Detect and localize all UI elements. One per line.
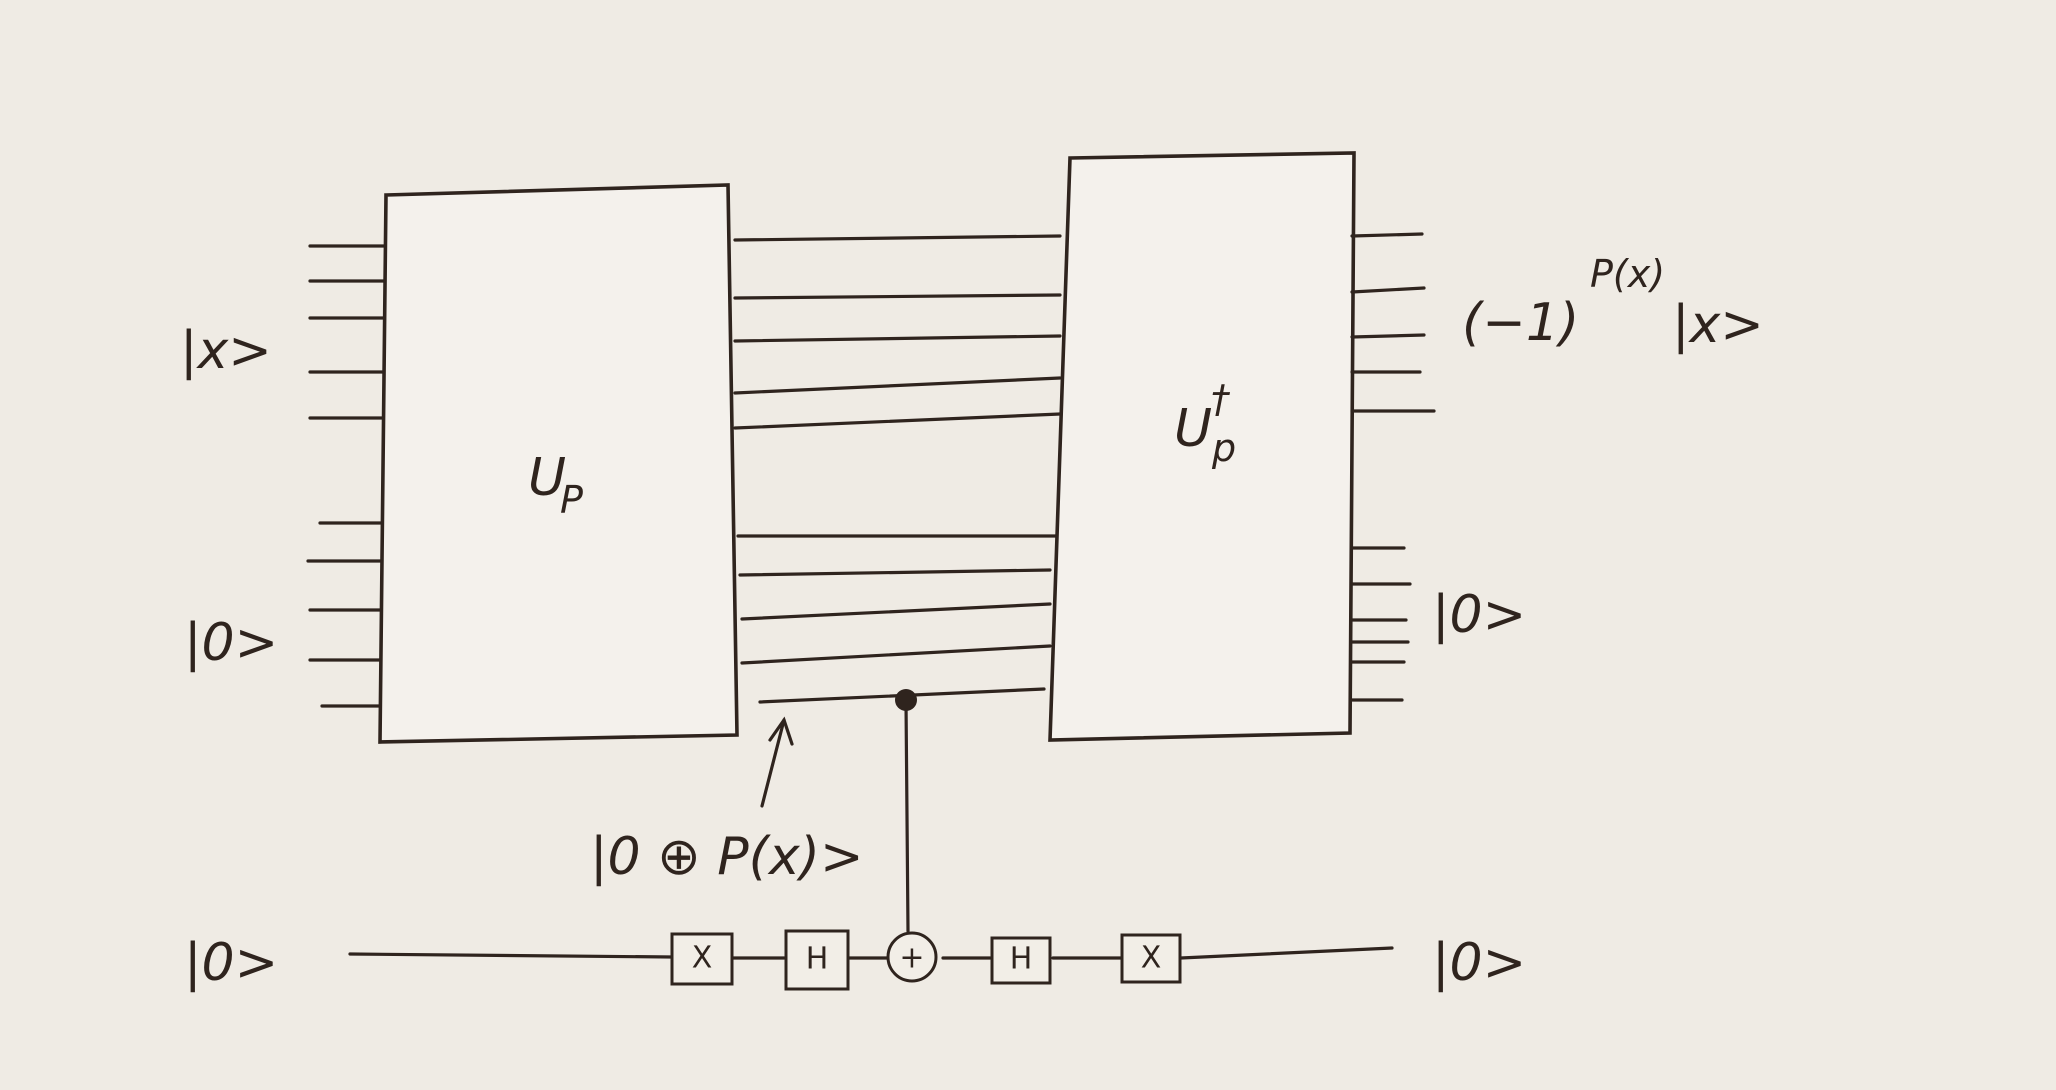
unitary-up-dagger-main: U [1174,399,1213,459]
gate-x-first-label: X [691,940,713,976]
gate-x-second [1122,935,1180,982]
cnot-control-line [906,702,908,931]
gate-x-first [672,934,732,984]
ancilla-output-label: |0> [1432,933,1527,993]
gate-x-second-label: X [1140,940,1162,976]
output-phase-label [1462,252,1764,355]
gate-h-first-label: H [805,941,829,977]
middle-wires [735,236,1062,702]
right-bottom-output-label: |0> [1432,585,1527,645]
annotation-label: |0 ⊕ P(x)> [590,827,864,887]
gate-h-second-label: H [1009,941,1033,977]
unitary-up-dagger-dagger: † [1211,377,1230,421]
cnot-target-label: + [899,940,925,976]
output-phase-state: |x> [1672,295,1764,355]
annotation-arrow [762,720,792,806]
ancilla-input-label: |0> [184,933,279,993]
output-phase-prefix: (−1) [1462,293,1580,353]
unitary-up-dagger-subscript: p [1212,426,1237,470]
cnot-target [888,933,936,981]
ancilla-wire [350,948,1392,958]
left-top-input-label: |x> [180,321,272,381]
gate-h-first [786,931,848,989]
left-input-wires [308,246,384,706]
unitary-up-main: U [528,448,567,508]
right-output-wires [1352,234,1434,700]
cnot-control-dot [895,689,917,711]
output-phase-exponent: P(x) [1590,252,1666,296]
gate-h-second [992,938,1050,983]
unitary-up-subscript: P [560,478,583,522]
left-bottom-input-label: |0> [184,613,279,673]
